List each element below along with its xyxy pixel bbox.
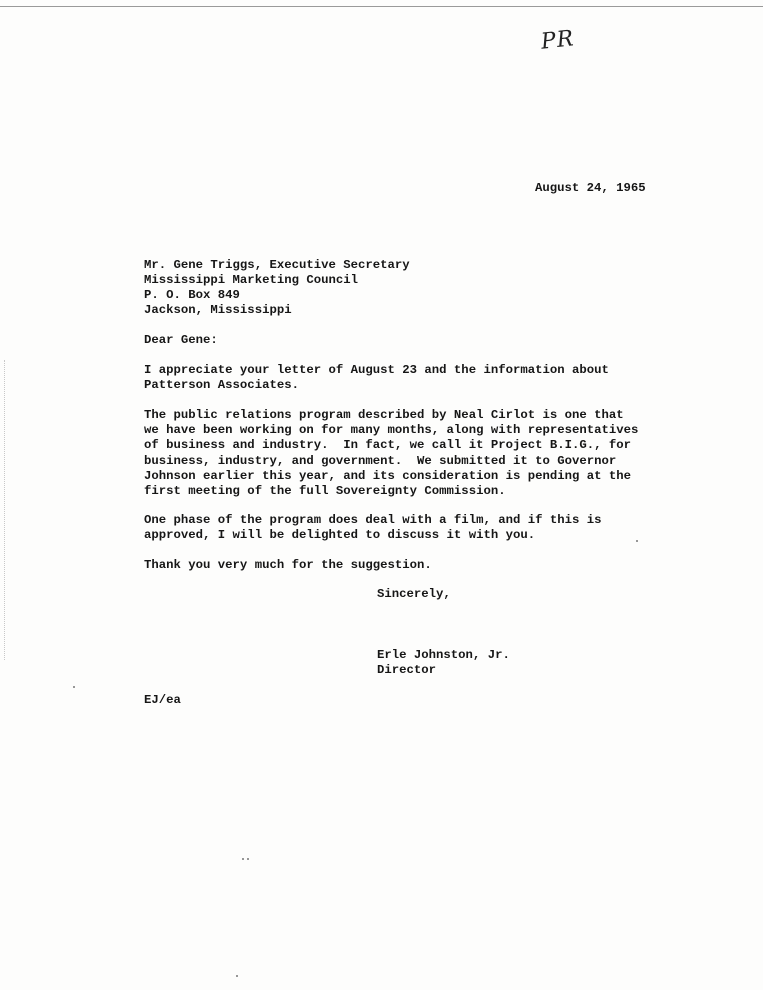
paragraph-3: One phase of the program does deal with a film, and if this is approved, I will be delighted to discuss it with you. bbox=[144, 513, 602, 543]
salutation: Dear Gene: bbox=[144, 333, 218, 347]
scan-speck bbox=[247, 858, 249, 860]
signer-title: Director bbox=[377, 663, 437, 677]
signer-name: Erle Johnston, Jr. bbox=[377, 648, 510, 662]
closing: Sincerely, bbox=[377, 587, 451, 601]
recipient-line: Jackson, Mississippi bbox=[144, 303, 292, 317]
scan-speck bbox=[636, 540, 638, 542]
paragraph-4: Thank you very much for the suggestion. bbox=[144, 558, 432, 572]
recipient-line: Mississippi Marketing Council bbox=[144, 273, 359, 287]
recipient-line: Mr. Gene Triggs, Executive Secretary bbox=[144, 258, 410, 272]
scan-speck bbox=[242, 858, 244, 860]
paragraph-1: I appreciate your letter of August 23 and the information about Patterson Associates. bbox=[144, 363, 609, 393]
recipient-line: P. O. Box 849 bbox=[144, 288, 240, 302]
scan-speck bbox=[236, 975, 238, 977]
reference-initials: EJ/ea bbox=[144, 693, 181, 707]
left-edge-mark bbox=[4, 360, 5, 660]
scan-speck bbox=[73, 686, 75, 688]
paragraph-2: The public relations program described by Neal Cirlot is one that we have been working on for many months, along with representatives of business and industry. In fact, we call it Project B.I.G., for business, industry, and government. We submitted it to Governor Johnson earlier this year, and its consideration is pending at the first meeting of the full Sovereignty Commission. bbox=[144, 408, 639, 499]
top-rule bbox=[0, 6, 763, 7]
handwritten-mark: PR bbox=[539, 26, 576, 55]
letter-date: August 24, 1965 bbox=[535, 181, 646, 195]
